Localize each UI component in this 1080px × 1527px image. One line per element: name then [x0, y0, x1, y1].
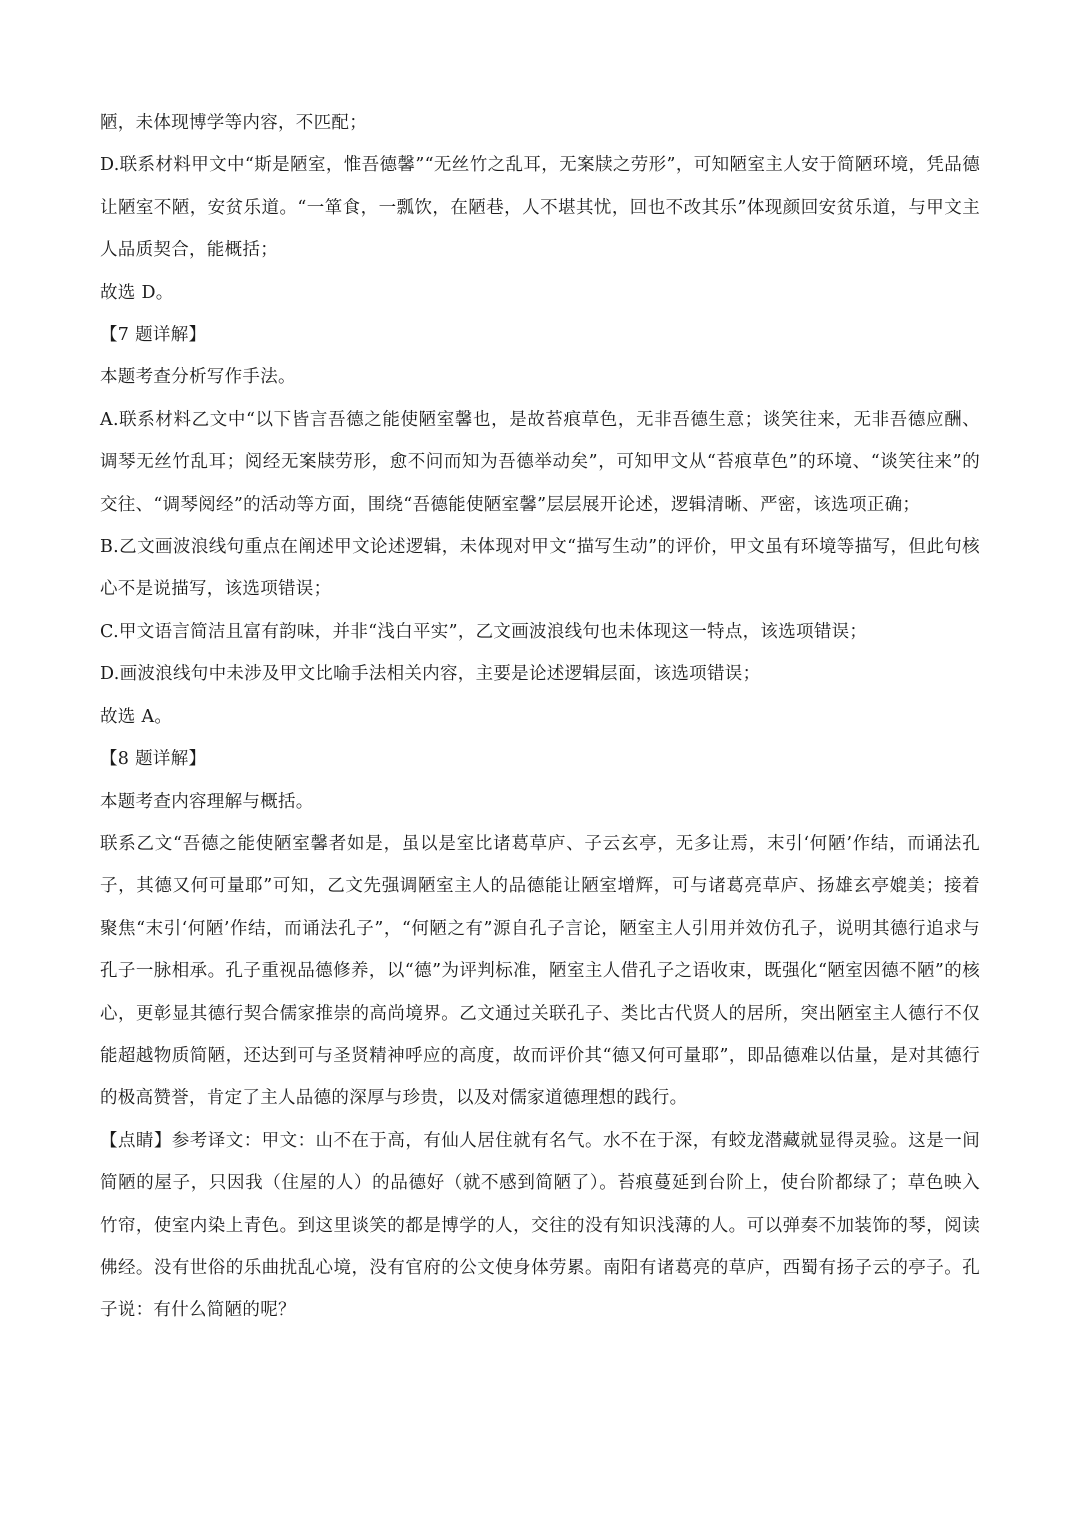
paragraph-answer-d: 故选 D。 — [100, 282, 174, 303]
section-heading-q7: 【7 题详解】 — [100, 325, 207, 346]
paragraph-q7-option-a: A.联系材料乙文中“以下皆言吾德之能使陋室馨也，是故苔痕草色，无非吾德生意；谈笑往来，无非吾德应酬、调琴无丝竹乱耳；阅经无案牍劳形，愈不问而知为吾德举动矣”，可知甲文从“苔痕草色”的环境、“谈笑往来”的交往、“调琴阅经”的活动等方面，围绕“吾德能使陋室馨”层层展开论述，逻辑清晰、严密，该选项正确； — [100, 409, 980, 515]
paragraph-answer-a: 故选 A。 — [100, 706, 173, 727]
paragraph-q7-option-b: B.乙文画波浪线句重点在阐述甲文论述逻辑，未体现对甲文“描写生动”的评价，甲文虽有环境等描写，但此句核心不是说描写，该选项错误； — [100, 537, 980, 600]
paragraph-continuation: 陋，未体现博学等内容，不匹配； — [100, 113, 367, 133]
paragraph-q7-option-d: D.画波浪线句中未涉及甲文比喻手法相关内容，主要是论述逻辑层面，该选项错误； — [100, 664, 761, 685]
paragraph-translation: 【点睛】参考译文：甲文：山不在于高，有仙人居住就有名气。水不在于深，有蛟龙潜藏就显得灵验。这是一间简陋的屋子，只因我（住屋的人）的品德好（就不感到简陋了）。苔痕蔓延到台阶上，使台阶都绿了；草色映入竹帘，使室内染上青色。到这里谈笑的都是博学的人，交往的没有知识浅薄的人。可以弹奏不加装饰的琴，阅读佛经。没有世俗的乐曲扰乱心境，没有官府的公文使身体劳累。南阳有诸葛亮的草庐，西蜀有扬子云的亭子。孔子说：有什么简陋的呢？ — [100, 1130, 980, 1321]
paragraph-option-d: D.联系材料甲文中“斯是陋室，惟吾德馨”“无丝竹之乱耳，无案牍之劳形”，可知陋室主人安于简陋环境，凭品德让陋室不陋，安贫乐道。“一箪食，一瓢饮，在陋巷，人不堪其忧，回也不改其乐”体现颜回安贫乐道，与甲文主人品质契合，能概括； — [100, 155, 980, 261]
paragraph-q8-analysis: 联系乙文“吾德之能使陋室馨者如是，虽以是室比诸葛草庐、子云玄亭，无多让焉，末引‘何陋’作结，而诵法孔子，其德又何可量耶”可知，乙文先强调陋室主人的品德能让陋室增辉，可与诸葛亮草庐、扬雄玄亭媲美；接着聚焦“末引‘何陋’作结，而诵法孔子”，“何陋之有”源自孔子言论，陋室主人引用并效仿孔子，说明其德行追求与孔子一脉相承。孔子重视品德修养，以“德”为评判标准，陋室主人借孔子之语收束，既强化“陋室因德不陋”的核心，更彰显其德行契合儒家推崇的高尚境界。乙文通过关联孔子、类比古代贤人的居所，突出陋室主人德行不仅能超越物质简陋，还达到可与圣贤精神呼应的高度，故而评价其“德又何可量耶”，即品德难以估量，是对其德行的极高赞誉，肯定了主人品德的深厚与珍贵，以及对儒家道德理想的践行。 — [100, 833, 980, 1109]
section-heading-q8: 【8 题详解】 — [100, 749, 207, 770]
paragraph-q7-option-c: C.甲文语言简洁且富有韵味，并非“浅白平实”，乙文画波浪线句也未体现这一特点，该选项错误； — [100, 621, 868, 642]
paragraph-q8-intro: 本题考查内容理解与概括。 — [100, 791, 314, 812]
paragraph-q7-intro: 本题考查分析写作手法。 — [100, 367, 296, 388]
document-body — [100, 102, 980, 1332]
